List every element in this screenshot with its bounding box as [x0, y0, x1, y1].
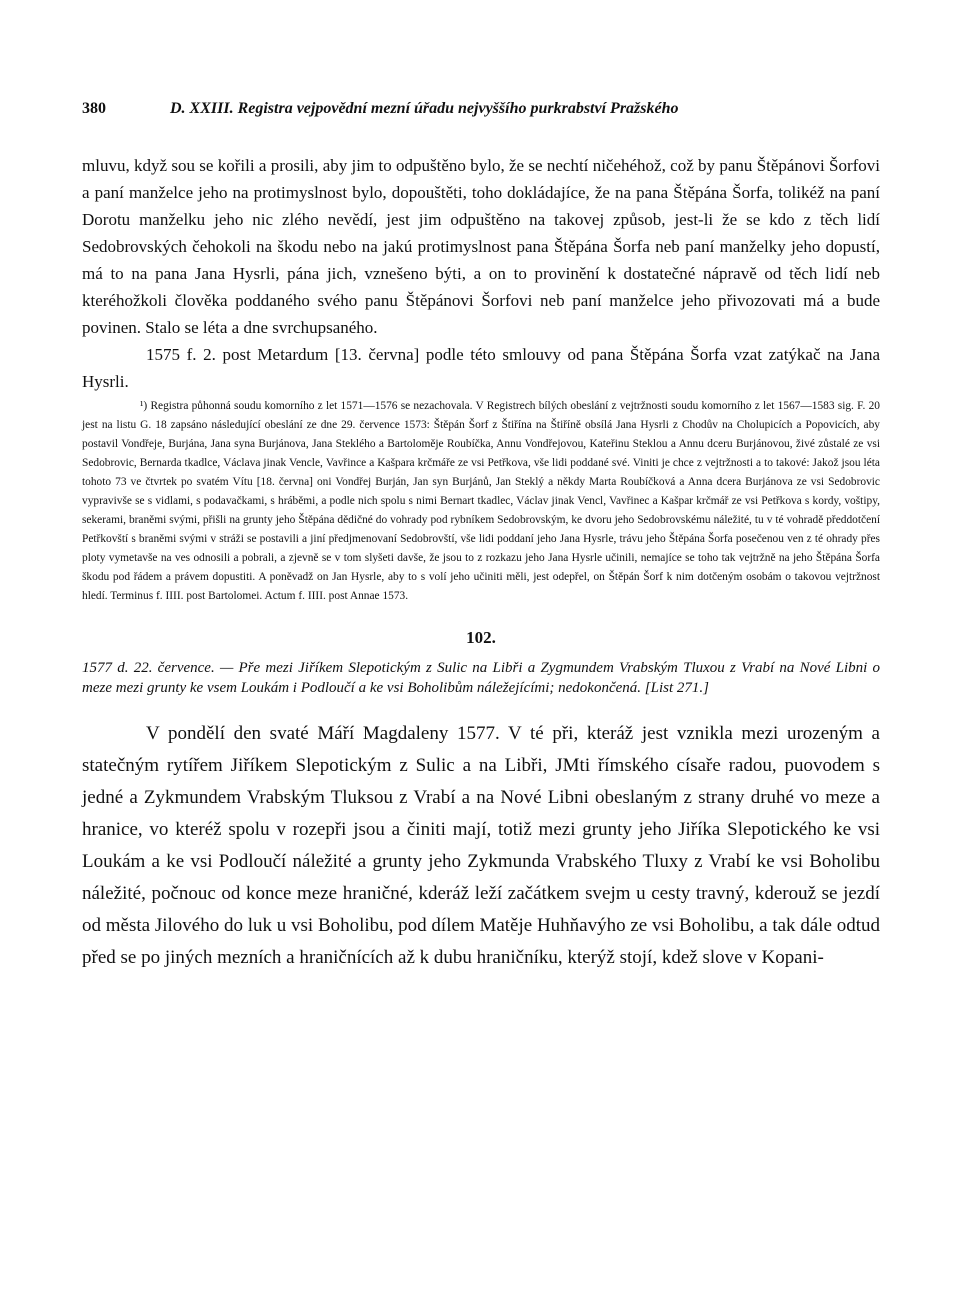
book-page [82, 100, 880, 974]
footnote-paragraph [82, 397, 880, 606]
footnote-marker: ¹) [140, 400, 148, 412]
continued-text [82, 152, 880, 395]
regest-text: — Pře mezi Jiříkem Slepotickým z Sulic na Libři a Zygmundem Vrabským Tluxou z Vrabí na Nové Libni o meze mezi grunty ke vsem Loukám i Podloučí a ke vsi Boholibům náležejícími; nedokončená. [List 271.] [82, 660, 881, 696]
page-number: 380 [82, 100, 106, 117]
regest-date: 1577 d. 22. července. [82, 660, 215, 676]
document-text [82, 718, 880, 974]
paragraph-2: 1575 f. 2. post Metardum [13. června] podle této smlouvy od pana Štěpána Šorfa vzat zatýkač na Jana Hysrli. [82, 345, 880, 391]
running-head [170, 100, 679, 118]
document-number: 102. [466, 628, 496, 647]
footnote-text: Registra půhonná soudu komorního z let 1571—1576 se nezachovala. V Registrech bílých obeslání z vejtržnosti soudu komorního z let 1567—1583 sig. F. 20 jest na listu G. 18 zapsáno následující obeslání ze dne 29. července 1573: Štěpán Šorf z Štiřína na Štiříně obsílá Jana Hysrli z Chodův na Cholupicích a Popovicích, aby postavil Vondřeje, Burjána, Jana syna Burjánova, Jana Steklého a Bartoloměje Roubíčka, Annu Vondřejovou, Kateřinu Steklou a Annu dceru Burjánovou, živé zůstalé ze vsi Sedobrovic, Bernarda tkadlce, Václava jinak Vencle, Vavřince a Kašpara krčmáře ze vsi Petřkova, vše lidi poddané své. Viniti je chce z vejtržnosti a to takové: Jakož jsou léta tohoto 73 ve čtvrtek po svatém Vítu [18. června] oni Vondřej Burján, Jan syn Burjánů, Jan Steklý a někdy Marta Roubíčková a Anna dcera Burjánova ze vsi Sedobrovic vypravivše se s vidlami, s podavačkami, s hráběmi, a podle nich spolu s nimi Bernart tkadlec, Václav jinak Vencl, Vavřinec a Kašpar krčmář ze vsi Petřkova s kordy, voštipy, sekerami, braněmi svými, přišli na grunty jeho Štěpána dědičné do vohrady pod rybníkem Sedobrovským, ke dvoru jeho Sedobrovskému náležité, tu v té vohradě předdotčení Petřkovští s braněmi svými v stráži se postavili a jiní předjmenovaní Sedobrovští, vše lidi poddaní jeho Jana Hysrle, trávu jeho Štěpána Šorfa posečenou ven z té ohrady přes ploty vymetavše na ves odnosili a pobrali, a zjevně se v tom slyšeti davše, že jsou to z rozkazu jeho Jana Hysrle učinili, nemajíce se toho tak vejtržně na jeho Štěpána Šorfa škodu pod řádem a právem dopustiti. A poněvadž on Jan Hysrle, aby to s volí jeho učiniti měli, jest odepřel, on Štěpán Šorf k nim dotčeným osobám o takovou vejtržnost hledí. Terminus f. IIII. post Bartolomei. Actum f. IIII. post Annae 1573. [82, 400, 880, 602]
paragraph-1: mluvu, když sou se kořili a prosili, aby jim to odpuštěno bylo, že se nechtí ničehéhož, což by panu Štěpánovi Šorfovi a paní manželce jeho na protimyslnost bylo, dopouštěti, toho dokládajíce, že na pana Štěpána Šorfa, tolikéž na paní Dorotu manželku jeho nic zlého nevědí, jest jim odpuštěno na takovej způsob, jest-li že se kdo z těch lidí Sedobrovských čehokoli na škodu nebo na jakú protimyslnost pana Štěpána Šorfa neb paní manželky jeho dopustí, má to na pana Jana Hysrli, pána jich, vznešeno býti, a on to provinění k dostatečné nápravě od těch lidí neb kteréhožkoli člověka poddaného svého panu Štěpánovi Šorfovi neb paní manželce jeho přivozovati má a bude povinen. Stalo se léta a dne svrchupsaného. [82, 156, 880, 337]
running-title: Registra vejpovědní mezní úřadu nejvyššího purkrabství Pražského [237, 100, 679, 117]
series-label: D. XXIII. [170, 100, 234, 117]
footnote [82, 397, 880, 606]
page-header [82, 100, 880, 130]
document-paragraph: V pondělí den svaté Máří Magdaleny 1577. V té při, kteráž jest vznikla mezi urozeným a statečným rytířem Jiříkem Slepotickým z Sulic a na Libři, JMti římského císaře radou, puovodem s jedné a Zykmundem Vrabským Tluksou z Vrabí a na Nové Libni obeslaným z strany druhé vo meze a hranice, vo kteréž spolu v rozepři jsou a činiti mají, totiž mezi grunty jeho Jiříka Slepotického ke vsi Loukám a ke vsi Podloučí náležité a grunty jeho Zykmunda Vrabského Tluxy z Vrabí ke vsi Boholibu náležité, počnouc od konce meze hraničné, kderáž leží začátkem svejm u cesty travný, kderouž se jezdí od města Jilového do luk u vsi Boholibu, pod dílem Matěje Huhňavýho ze vsi Boholibu, a tak dále odtud před se po jiných mezních a hraničnících až k dubu hraničníku, kterýž stojí, kdež slove v Kopani- [82, 723, 880, 968]
document-regest [82, 658, 880, 698]
